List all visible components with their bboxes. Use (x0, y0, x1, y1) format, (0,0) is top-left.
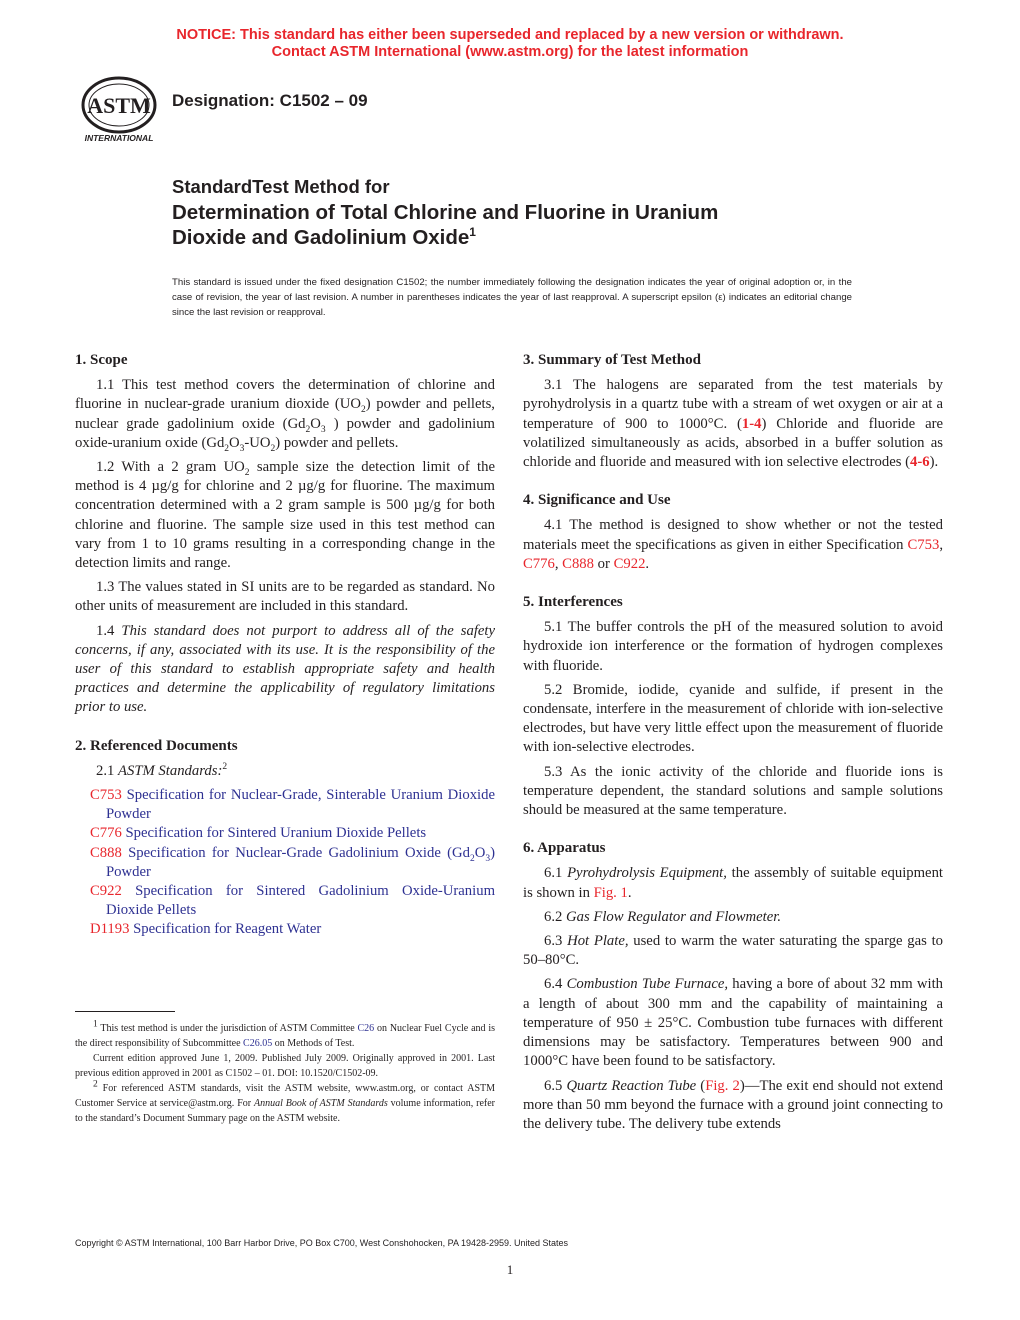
para-1-4: 1.4 This standard does not purport to address all of the safety concerns, if any, associated with its use. It is the responsibility of the user of this standard to establish appropriate safety and health practices and determine the applicability of regulatory limitations prior to use. (75, 622, 496, 716)
astm-logo (74, 75, 164, 145)
section-6-heading: 6. Apparatus (523, 840, 606, 857)
para-6-4: 6.4 Combustion Tube Furnace, having a bore of about 32 mm with a length of about 300 mm and the capability of maintaining a temperature of 950 ± 25°C. Combustion tube furnaces with different dimensions may be satisfactory. Temperatures between 900 and 1000°C have been found to be satisfactory. (523, 976, 943, 1070)
ref-item-c776[interactable]: C776 Specification for Sintered Uranium Dioxide Pellets (90, 825, 427, 842)
para-1-2: 1.2 With a 2 gram $UO_2$ sample size the detection limit of the method is 4 µg/g for chlorine and 2 µg/g for fluorine. The maximum concentration determined with a 2 gram sample is 500 µg/g for both chlorine and fluorine. The sample size used in this test method can vary from 1 to 10 grams resulting in a corresponding change in the detection limits and range. (75, 459, 495, 572)
designation: Designation: C1502 – 09 (172, 91, 368, 110)
para-3-1: 3.1 The halogens are separated from the test materials by pyrohydrolysis in a quartz tube with a stream of wet oxygen or air at a temperature of 900 to 1000°C. (1-4) Chloride and fluoride are volatilized simultaneously as acids, absorbed in a buffer solution as chloride and fluoride and measured with ion selective electrodes (4-6). (523, 377, 943, 471)
section-1-heading: 1. Scope (75, 352, 128, 368)
logo-wordmark: ASTM (87, 93, 151, 118)
title-footnote-mark: 1 (469, 225, 476, 240)
para-6-2: 6.2 Gas Flow Regulator and Flowmeter. (544, 908, 782, 925)
title-line-1: StandardTest Method for (172, 176, 390, 197)
section-4-heading: 4. Significance and Use (523, 492, 671, 509)
link-c26[interactable]: C26 (357, 1023, 375, 1034)
section-5-heading: 5. Interferences (523, 594, 623, 611)
left-column (75, 351, 495, 940)
notice-line-1: NOTICE: This standard has either been superseded and replaced by a new version or withdrawn. (176, 27, 844, 43)
para-6-1: 6.1 Pyrohydrolysis Equipment, the assembly of suitable equipment is shown in Fig. 1. (523, 865, 943, 901)
link-fig-2[interactable]: Fig. 2 (705, 1077, 740, 1094)
footnote-1-edition: Current edition approved June 1, 2009. Published July 2009. Originally approved in 2001. Last previous edition approved in 2001 as C1502 – 01. DOI: 10.1520/C1502-09. (75, 1053, 495, 1079)
para-1-3: 1.3 The values stated in SI units are to be regarded as standard. No other units of measurement are included in this standard. (75, 579, 495, 615)
para-5-1: 5.1 The buffer controls the pH of the measured solution to avoid hydroxide ion interference or the formation of hydrogen complexes with fluoride. (523, 619, 943, 674)
title-line-3-text: Dioxide and Gadolinium Oxide (172, 226, 470, 249)
section-3-heading: 3. Summary of Test Method (523, 352, 701, 368)
para-2-1: 2.1 ASTM Standards:$^2$ (96, 761, 228, 779)
logo-subtext: INTERNATIONAL (84, 133, 154, 143)
footnotes (75, 1021, 495, 1126)
footnote-rule (75, 1011, 175, 1012)
link-c26-05[interactable]: C26.05 (243, 1038, 273, 1049)
link-c888[interactable]: C888 (562, 555, 594, 572)
notice-banner (0, 27, 1020, 61)
link-fig-1[interactable]: Fig. 1 (593, 884, 628, 901)
notice-line-2: Contact ASTM International (www.astm.org) for the latest information (271, 44, 749, 60)
section-2-heading: 2. Referenced Documents (75, 737, 238, 754)
ref-item-c888[interactable]: C888 Specification for Nuclear-Grade Gadolinium Oxide $(Gd_2O_3)$ Powder (90, 844, 495, 880)
para-5-3: 5.3 As the ionic activity of the chloride and fluoride ions is temperature dependent, the standard solutions and sample solutions should be measured at the same temperature. (523, 763, 943, 819)
link-c922[interactable]: C922 (613, 555, 646, 572)
para-1-1: 1.1 This test method covers the determination of chlorine and fluorine in nuclear-grade uranium dioxide $(UO_2)$ powder and pellets, nuclear grade gadolinium oxide ($Gd_2O_3$ ) powder and gadolinium oxide-uranium oxide $(Gd_2O_3-UO_2)$ powder and pellets. (75, 377, 495, 454)
ref-1-4[interactable]: 1-4 (741, 415, 762, 432)
ref-item-c922[interactable]: C922 Specification for Sintered Gadolinium Oxide-Uranium Dioxide Pellets (90, 883, 495, 919)
para-6-5: 6.5 Quartz Reaction Tube (Fig. 2)—The exit end should not extend more than 50 mm beyond the furnace with a ground joint connecting to the delivery tube. The delivery tube extends (523, 1077, 944, 1132)
page-number: 1 (506, 1262, 514, 1277)
link-c776[interactable]: C776 (523, 555, 555, 572)
footnote-1: $^1$ This test method is under the jurisdiction of ASTM Committee C26 on Nuclear Fuel Cycle and is the direct responsibility of Subcommittee C26.05 on Methods of Test. (75, 1019, 495, 1049)
link-c753[interactable]: C753 (907, 536, 940, 553)
ref-4-6[interactable]: 4-6 (910, 454, 930, 471)
title (172, 200, 872, 250)
title-line-2: Determination of Total Chlorine and Fluorine in Uranium (172, 201, 719, 224)
para-5-2: 5.2 Bromide, iodide, cyanide and sulfide, if present in the condensate, interfere in the measurement of chloride with ion-selective electrodes, but have very little effect upon the measurement of fluoride with ion-selective electrodes. (523, 681, 943, 756)
para-6-3: 6.3 Hot Plate, used to warm the water saturating the sparge gas to 50–80°C. (523, 933, 944, 969)
title-line-3 (172, 225, 872, 250)
preamble: This standard is issued under the fixed designation C1502; the number immediately following the designation indicates the year of original adoption or, in the case of revision, the year of last revision. A number in parentheses indicates the year of last reapproval. A superscript epsilon (ε) indicates an editorial change since the last revision or reapproval. (172, 277, 852, 318)
footnote-2: $^2$ For referenced ASTM standards, visit the ASTM website, www.astm.org, or contact ASTM Customer Service at service@astm.org. For Annual Book of ASTM Standards volume information, refer to the standard’s Document Summary page on the ASTM website. (75, 1079, 495, 1124)
ref-item-c753[interactable]: C753 Specification for Nuclear-Grade, Sinterable Uranium Dioxide Powder (90, 787, 495, 823)
right-column (523, 351, 943, 1139)
para-4-1: 4.1 The method is designed to show whether or not the tested materials meet the specifications as given in either Specification C753, C776, C888 or C922. (523, 517, 943, 572)
copyright: Copyright © ASTM International, 100 Barr Harbor Drive, PO Box C700, West Conshohocken, PA 19428-2959. United States (75, 1238, 569, 1248)
ref-item-d1193[interactable]: D1193 Specification for Reagent Water (90, 921, 322, 938)
